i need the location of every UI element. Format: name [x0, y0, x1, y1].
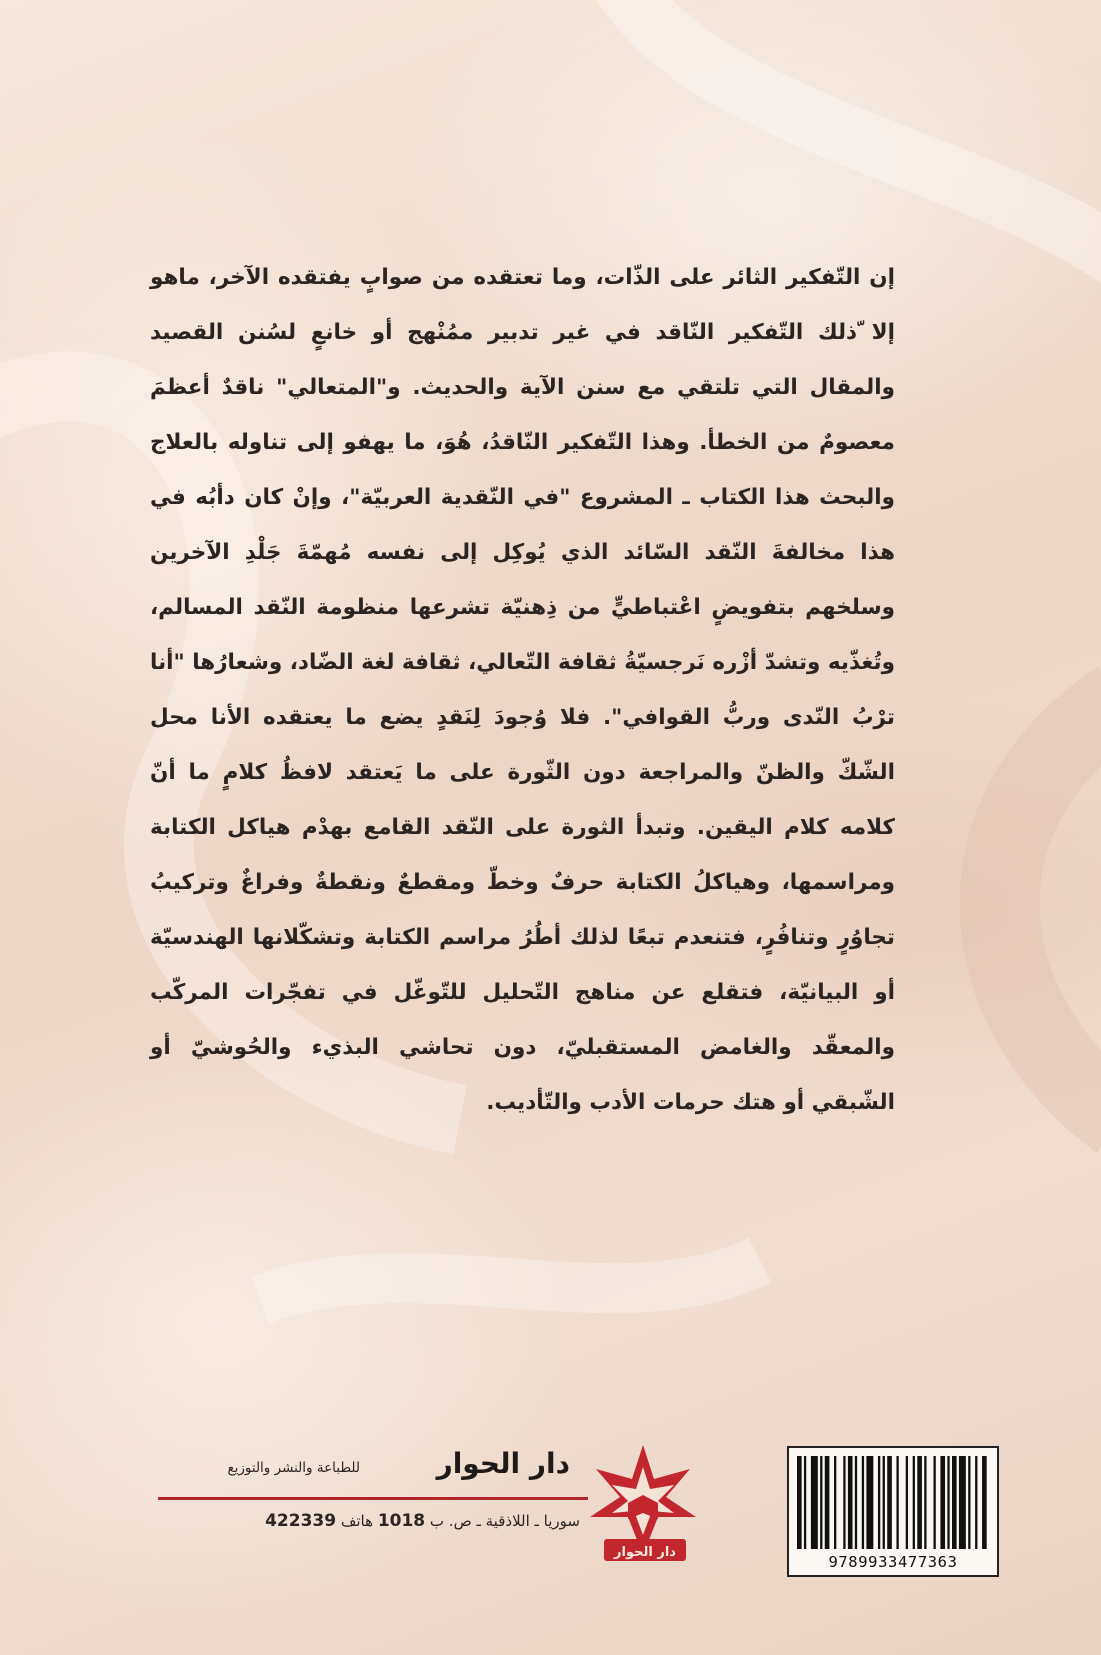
publisher-logo-icon: [588, 1445, 698, 1565]
address-prefix: سوريا ـ اللاذقية ـ ص. ب: [429, 1512, 580, 1530]
back-cover-blurb: إن التّفكير الثائر على الذّات، وما تعتقده من صوابٍ يفتقده الآخر، ماهو إلا ّذلك التّفكير النّاقد في غير تدبير ممُنْهج أو خانعٍ لسُنن القصيد والمقال التي تلتقي مع سنن الآية والحديث. و"المتعالي" ناقدٌ أعظمَ معصومٌ من الخطأ. وهذا التّفكير النّاقدُ، هُوَ، ما يهفو إلى تناوله بالعلاج والبحث هذا الكتاب ـ المشروع "في النّقدية العربيّة"، وإنْ كان دأبُه في هذا مخالفةَ النّقد السّائد الذي يُوكِل إلى نفسه مُهمّةَ جَلْدِ الآخرين وسلخهم بتفويضٍ اعْتباطيٍّ من ذِهنيّة تشرعها منظومة النّقد المسالم، وتُغذّيه وتشدّ أزْره نَرجسيّةُ ثقافة التّعالي، ثقافة لغة الضّاد، وشعارُها "أنا ترْبُ النّدى وربُّ القوافي". فلا وُجودَ لِنَقدٍ يضع ما يعتقده الأنا محل الشّكّ والظنّ والمراجعة دون الثّورة على ما يَعتقد لافظُ كلامٍ ما أنّ كلامه كلام اليقين. وتبدأ الثورة على النّقد القامع بهدْم هياكل الكتابة ومراسمها، وهياكلُ الكتابة حرفٌ وخطّ ومقطعٌ ونقطةٌ وفراغٌ وتركيبُ تجاوُرٍ وتنافُرٍ، فتنعدم تبعًا لذلك أطُرُ مراسم الكتابة وتشكّلانها الهندسيّة أو البيانيّة، فتقلع عن مناهج التّحليل للتّوغّل في تفجّرات المركّب والمعقّد والغامض المستقبليّ، دون تحاشي البذيء والحُوشيّ أو الشّبقي أو هتك حرمات الأدب والتّأديب.: [150, 265, 895, 1115]
publisher-tagline: للطباعة والنشر والتوزيع: [227, 1460, 360, 1476]
phone-number: 422339: [265, 1511, 337, 1531]
logo-text: دار الحوار: [614, 1545, 676, 1560]
publisher-address: [160, 1511, 580, 1531]
isbn-barcode: [787, 1446, 999, 1577]
phone-label: هاتف: [340, 1512, 374, 1530]
barcode-bars: [797, 1456, 989, 1549]
publisher-name: دار الحوار: [436, 1447, 570, 1480]
po-box-number: 1018: [377, 1511, 426, 1531]
isbn-number: 9789933477363: [828, 1553, 958, 1571]
publisher-divider: [158, 1497, 588, 1500]
